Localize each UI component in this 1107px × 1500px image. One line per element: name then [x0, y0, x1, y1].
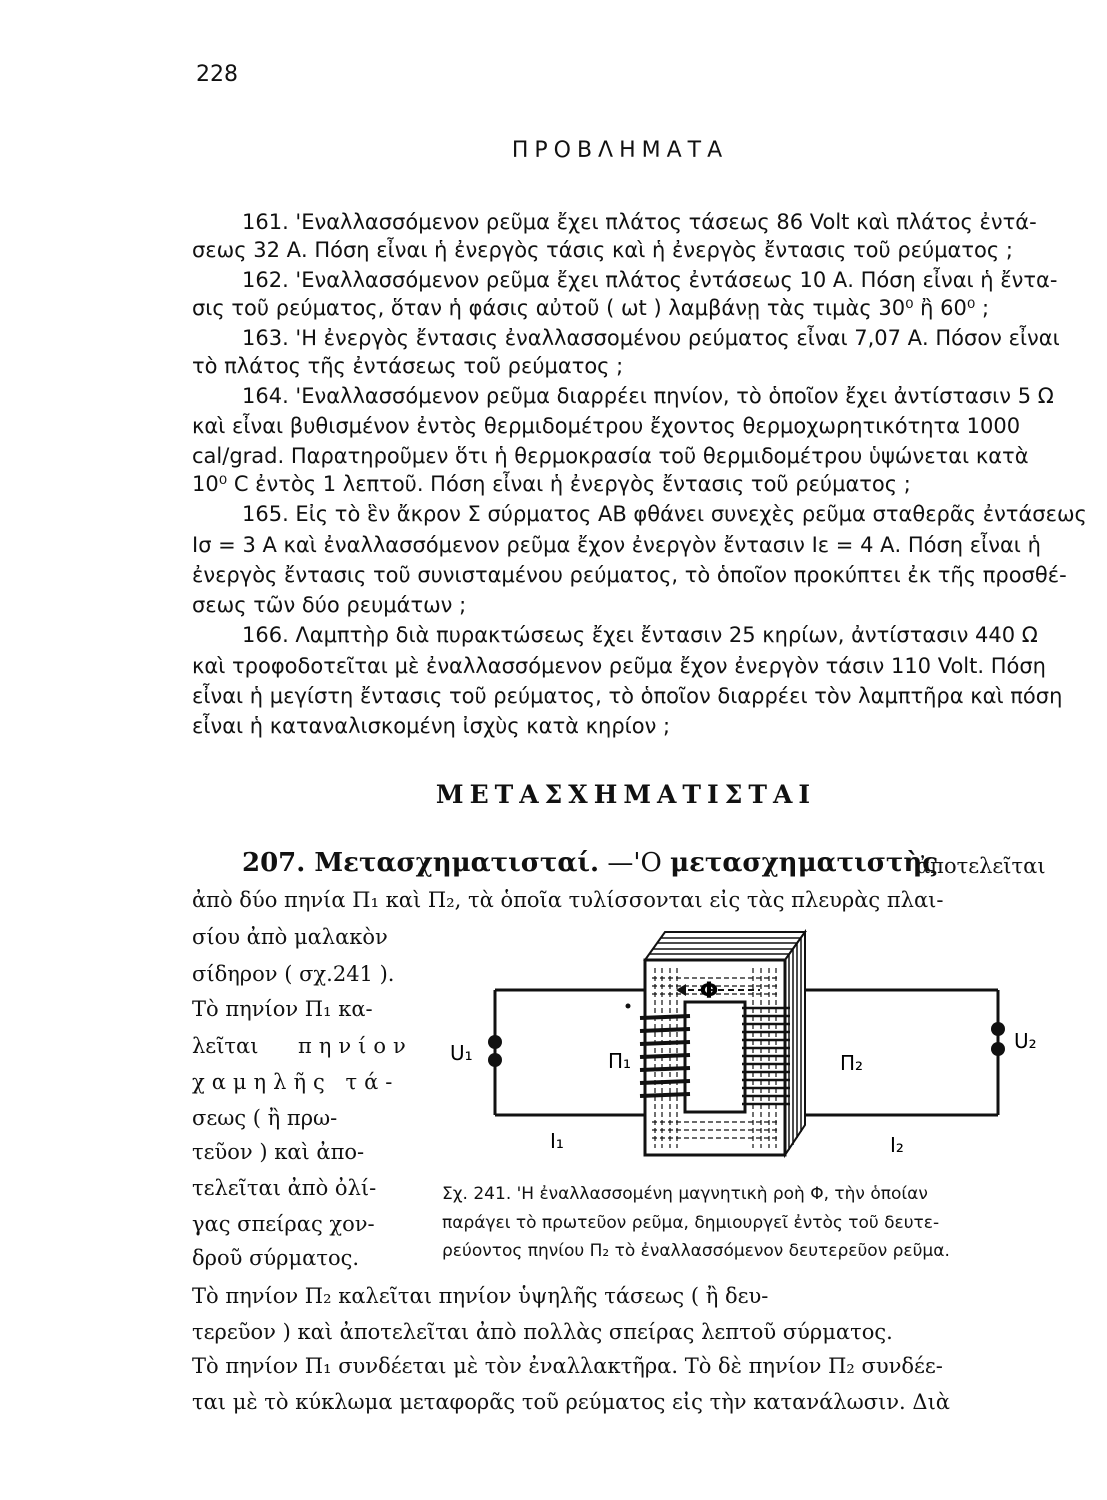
left-col-line-5: πηνίον — [298, 1034, 413, 1058]
terminal-u2-top — [991, 1022, 1005, 1036]
problem-165-line-4: σεως τῶν δύο ρευμάτων ; — [192, 593, 467, 617]
left-col-line-8: τεῦον ) καὶ ἀπο- — [192, 1140, 365, 1164]
p1-label: Π₁ — [608, 1049, 632, 1073]
left-col-line-6: χαμηλῆς τά- — [192, 1070, 400, 1094]
problem-164-line-4: 10⁰ C ἐντὸς 1 λεπτοῦ. Πόση εἶναι ἡ ἐνεργὸς ἔντασις τοῦ ρεύματος ; — [192, 472, 911, 496]
figure-caption-line-2: παράγει τὸ πρωτεῦον ρεῦμα, δημιουργεῖ ἐντὸς τοῦ δευτε- — [442, 1213, 940, 1233]
problem-162-line-2: σις τοῦ ρεύματος, ὅταν ἡ φάσις αὐτοῦ ( ωt ) λαμβάνῃ τὰς τιμὰς 30⁰ ἢ 60⁰ ; — [192, 296, 990, 320]
problem-166-line-4: εἶναι ἡ καταναλισκομένη ἰσχὺς κατὰ κηρίον ; — [192, 714, 671, 738]
problem-166-line-3: εἶναι ἡ μεγίστη ἔντασις τοῦ ρεύματος, τὸ ὁποῖον διαρρέει τὸν λαμπτῆρα καὶ πόση — [192, 684, 1063, 708]
chapter-title: ΜΕΤΑΣΧΗΜΑΤΙΣΤΑΙ — [435, 780, 817, 809]
problem-166-line-1: 166. Λαμπτὴρ διὰ πυρακτώσεως ἔχει ἔντασιν 25 κηρίων, ἀντίστασιν 440 Ω — [242, 623, 1038, 647]
transformer-figure — [430, 920, 1070, 1180]
problem-163-line-2: τὸ πλάτος τῆς ἐντάσεως τοῦ ρεύματος ; — [192, 354, 624, 378]
bottom-line-1: Τὸ πηνίον Π₂ καλεῖται πηνίον ὑψηλῆς τάσεως ( ἢ δευ- — [192, 1284, 769, 1308]
flux-label: Φ — [699, 979, 719, 1004]
problem-166-line-2: καὶ τροφοδοτεῖται μὲ ἐναλλασσόμενον ρεῦμα ἔχον ἐνεργὸν τάσιν 110 Volt. Πόση — [192, 654, 1046, 678]
u2-label: U₂ — [1014, 1029, 1037, 1053]
para-207-line-1 — [242, 848, 938, 878]
para-207-line-1-rest: ἀποτελεῖται — [916, 854, 1046, 878]
u1-label: U₁ — [450, 1041, 473, 1065]
terminal-u1-top — [488, 1035, 502, 1049]
figure-caption-line-3: ρεύοντος πηνίου Π₂ τὸ ἐναλλασσόμενον δευτερεῦον ρεῦμα. — [442, 1241, 950, 1261]
problem-162-line-1: 162. 'Εναλλασσόμενον ρεῦμα ἔχει πλάτος ἐντάσεως 10 Α. Πόση εἶναι ἡ ἔντα- — [242, 268, 1058, 292]
problem-165-line-2: Iσ = 3 Α καὶ ἐναλλασσόμενον ρεῦμα ἔχον ἐνεργὸν ἔντασιν Iε = 4 Α. Πόση εἶναι ἡ — [192, 533, 1041, 557]
left-col-line-11: δροῦ σύρματος. — [192, 1246, 360, 1270]
terminal-u2-bottom — [991, 1042, 1005, 1056]
para-207-heading: 207. Μετασχηματισταί. — [242, 848, 600, 878]
problem-163-line-1: 163. 'Η ἐνεργὸς ἔντασις ἐναλλασσομένου ρεύματος εἶναι 7,07 Α. Πόσον εἶναι — [242, 326, 1060, 350]
problem-165-line-3: ἐνεργὸς ἔντασις τοῦ συνισταμένου ρεύματος, τὸ ὁποῖον προκύπτει ἐκ τῆς προσθέ- — [192, 563, 1067, 587]
p2-label: Π₂ — [840, 1051, 864, 1075]
left-col-line-10: γας σπείρας χον- — [192, 1212, 375, 1236]
left-col-line-4: λεῖται — [192, 1034, 259, 1058]
terminal-u1-bottom — [488, 1053, 502, 1067]
problem-161-line-1: 161. 'Εναλλασσόμενον ρεῦμα ἔχει πλάτος τάσεως 86 Volt καὶ πλάτος ἐντά- — [242, 210, 1037, 234]
bottom-line-2: τερεῦον ) καὶ ἀποτελεῖται ἀπὸ πολλὰς σπείρας λεπτοῦ σύρματος. — [192, 1320, 893, 1344]
problem-164-line-3: cal/grad. Παρατηροῦμεν ὅτι ἡ θερμοκρασία τοῦ θερμιδομέτρου ὑψώνεται κατὰ — [192, 444, 1029, 468]
para-207-line-2: ἀπὸ δύο πηνία Π₁ καὶ Π₂, τὰ ὁποῖα τυλίσσονται εἰς τὰς πλευρὰς πλαι- — [192, 888, 944, 912]
i1-label: I₁ — [550, 1129, 564, 1153]
figure-caption-line-1: Σχ. 241. 'Η ἐναλλασσομένη μαγνητικὴ ροὴ Φ, τὴν ὁποίαν — [442, 1184, 928, 1204]
left-col-line-3: Τὸ πηνίον Π₁ κα- — [192, 997, 373, 1021]
para-207-term: μετασχηματιστὴς — [670, 848, 939, 878]
para-207-lead: —'Ο — [607, 848, 662, 878]
problem-164-line-2: καὶ εἶναι βυθισμένον ἐντὸς θερμιδομέτρου ἔχοντος θερμοχωρητικότητα 1000 — [192, 414, 1021, 438]
section-title: ΠΡΟΒΛΗΜΑΤΑ — [511, 138, 729, 163]
problem-165-line-1: 165. Εἰς τὸ ἓν ἄκρον Σ σύρματος ΑΒ φθάνει συνεχὲς ρεῦμα σταθερᾶς ἐντάσεως — [242, 502, 1087, 526]
left-col-line-7: σεως ( ἢ πρω- — [192, 1106, 338, 1130]
bottom-line-4: ται μὲ τὸ κύκλωμα μεταφορᾶς τοῦ ρεύματος εἰς τὴν κατανάλωσιν. Διὰ — [192, 1390, 950, 1414]
left-col-line-9: τελεῖται ἀπὸ ὀλί- — [192, 1176, 377, 1200]
problem-161-line-2: σεως 32 Α. Πόση εἶναι ἡ ἐνεργὸς τάσις καὶ ἡ ἐνεργὸς ἔντασις τοῦ ρεύματος ; — [192, 238, 1013, 262]
i2-label: I₂ — [890, 1133, 904, 1157]
page-number: 228 — [196, 62, 238, 87]
problem-164-line-1: 164. 'Εναλλασσόμενον ρεῦμα διαρρέει πηνίον, τὸ ὁποῖον ἔχει ἀντίστασιν 5 Ω — [242, 384, 1054, 408]
left-col-line-1: σίου ἀπὸ μαλακὸν — [192, 925, 388, 949]
bottom-line-3: Τὸ πηνίον Π₁ συνδέεται μὲ τὸν ἐναλλακτῆρα. Τὸ δὲ πηνίον Π₂ συνδέε- — [192, 1354, 943, 1378]
left-col-line-2: σίδηρον ( σχ.241 ). — [192, 962, 395, 986]
